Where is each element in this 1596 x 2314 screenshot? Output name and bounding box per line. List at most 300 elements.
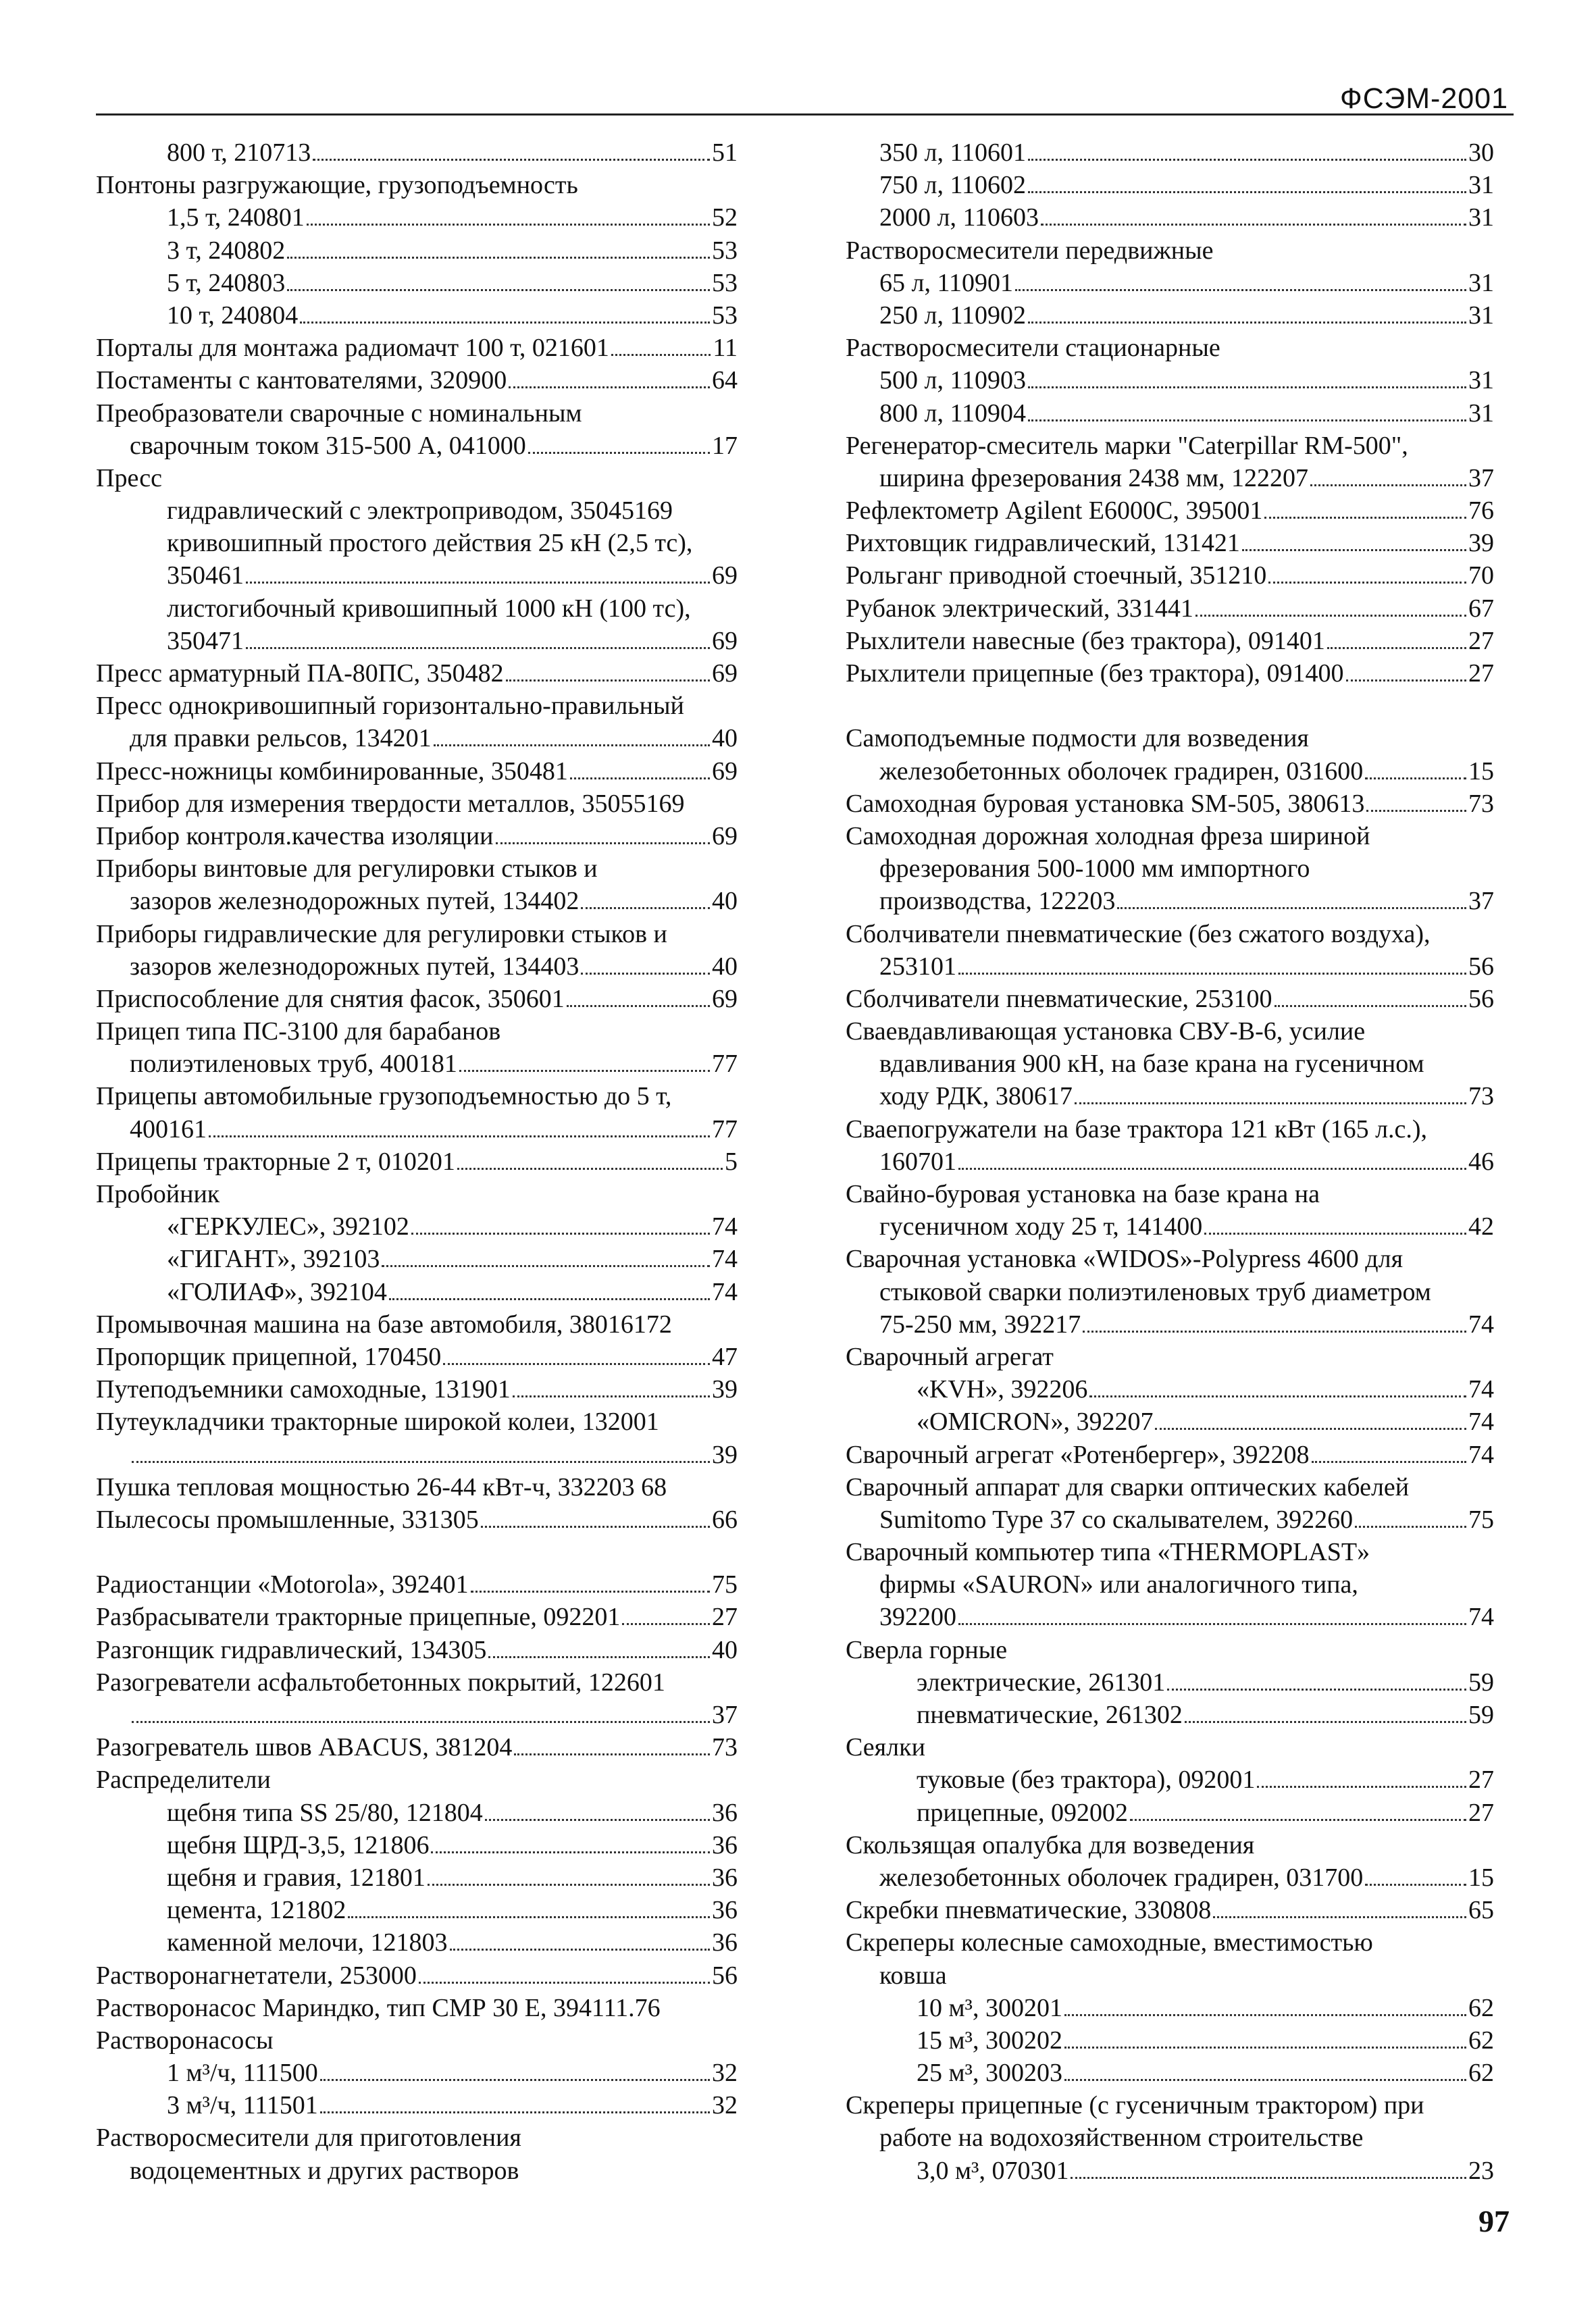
entry-page-number: 69	[712, 984, 738, 1013]
dot-leader	[1185, 1721, 1466, 1723]
entry-page-number: 40	[712, 1635, 738, 1664]
index-entry	[846, 332, 1494, 364]
dot-leader	[1117, 907, 1466, 909]
entry-page-number: 31	[1468, 301, 1494, 330]
entry-page-number: 5	[725, 1147, 738, 1176]
entry-page-number: 36	[712, 1896, 738, 1925]
entry-text: 2000 л, 110603	[879, 203, 1039, 232]
entry-text: щебня и гравия, 121801	[167, 1863, 426, 1892]
index-entry	[846, 1568, 1494, 1601]
dot-leader	[1028, 322, 1466, 324]
index-entry	[96, 1731, 738, 1764]
entry-page-number: 59	[1468, 1668, 1494, 1697]
entry-text: Сеялки	[846, 1733, 925, 1762]
entry-page-number: 27	[1468, 626, 1494, 655]
dot-leader	[958, 1168, 1466, 1170]
dot-leader	[1028, 419, 1466, 421]
entry-text: кривошипный простого действия 25 кН (2,5 тс),	[167, 529, 693, 558]
dot-leader	[1310, 484, 1466, 486]
index-entry	[846, 494, 1494, 527]
index-entry	[846, 1243, 1494, 1275]
entry-text: электрические, 261301	[917, 1668, 1166, 1697]
entry-page-number: 40	[712, 724, 738, 753]
dot-leader	[488, 1656, 710, 1658]
entry-text: Пропорщик прицепной, 170450	[96, 1342, 442, 1371]
index-entry	[846, 267, 1494, 299]
entry-page-number: 74	[712, 1212, 738, 1241]
index-entry	[846, 852, 1494, 885]
entry-page-number: 32	[712, 2091, 738, 2120]
index-entry	[846, 657, 1494, 690]
index-entry	[846, 1341, 1494, 1373]
entry-text: Приборы гидравлические для регулировки стыков и	[96, 919, 667, 948]
index-entry	[96, 1178, 738, 1210]
dot-leader	[1015, 289, 1466, 291]
dot-leader	[287, 257, 710, 259]
entry-text: «OMICRON», 392207	[917, 1408, 1154, 1437]
entry-page-number: 69	[712, 659, 738, 688]
index-entry	[96, 1861, 738, 1894]
entry-page-number: 30	[1468, 138, 1494, 167]
entry-page-number: 36	[712, 1928, 738, 1957]
dot-leader	[1257, 1786, 1466, 1788]
entry-text: 750 л, 110602	[879, 171, 1027, 200]
dot-leader	[570, 777, 710, 779]
index-entry	[846, 1439, 1494, 1471]
dot-leader	[450, 1949, 710, 1951]
entry-page-number: 75	[712, 1570, 738, 1599]
index-entry	[96, 234, 738, 267]
index-entry	[96, 1276, 738, 1308]
entry-text: Пушка тепловая мощностью 26-44 кВт-ч, 332203 68	[96, 1472, 667, 1501]
dot-leader	[313, 159, 710, 161]
entry-text: Пресс-ножницы комбинированные, 350481	[96, 756, 568, 786]
entry-text: Рубанок электрический, 331441	[846, 594, 1193, 623]
entry-page-number: 17	[712, 431, 738, 460]
entry-text: 3,0 м³, 070301	[917, 2156, 1069, 2185]
index-entry	[846, 592, 1494, 625]
entry-page-number: 46	[1468, 1147, 1494, 1176]
index-entry	[846, 788, 1494, 820]
index-entry	[846, 201, 1494, 234]
entry-page-number: 27	[1468, 1798, 1494, 1827]
dot-leader	[1075, 1102, 1466, 1104]
index-entry	[96, 1666, 738, 1699]
entry-text: Рыхлители прицепные (без трактора), 091400	[846, 659, 1344, 688]
dot-leader	[1041, 224, 1466, 226]
entry-text: полиэтиленовых труб, 400181	[130, 1050, 457, 1079]
entry-text: Sumitomo Type 37 со скалывателем, 392260	[879, 1505, 1354, 1534]
entry-text: железобетонных оболочек градирен, 031700	[879, 1863, 1364, 1892]
entry-page-number: 74	[712, 1245, 738, 1274]
entry-text: Растворосмесители стационарные	[846, 334, 1220, 363]
entry-text: Разбрасыватели тракторные прицепные, 092201	[96, 1603, 621, 1632]
index-entry	[96, 885, 738, 917]
index-entry	[96, 1373, 738, 1406]
entry-page-number: 15	[1468, 1863, 1494, 1892]
dot-leader	[287, 289, 710, 291]
entry-text: 800 л, 110904	[879, 398, 1027, 428]
index-entry	[846, 2155, 1494, 2187]
index-entry	[96, 950, 738, 983]
dot-leader	[431, 1851, 710, 1853]
entry-text: Сварочный аппарат для сварки оптических кабелей	[846, 1472, 1410, 1501]
index-entry	[96, 755, 738, 788]
entry-text: Сварочный агрегат	[846, 1342, 1054, 1371]
entry-text: 350471	[167, 626, 244, 655]
dot-leader	[581, 973, 710, 975]
dot-leader	[528, 452, 710, 454]
entry-page-number: 31	[1468, 398, 1494, 428]
entry-text: 800 т, 210713	[167, 138, 311, 167]
entry-text: 10 м³, 300201	[917, 1993, 1062, 2022]
entry-text: Пробойник	[96, 1180, 220, 1208]
entry-text: железобетонных оболочек градирен, 031600	[879, 756, 1364, 786]
entry-page-number: 62	[1468, 2026, 1494, 2055]
entry-text: Пресс арматурный ПА-80ПС, 350482	[96, 659, 504, 688]
index-entry	[846, 1861, 1494, 1894]
dot-leader	[132, 1721, 710, 1723]
dot-leader	[1130, 1819, 1466, 1821]
index-column-left	[96, 136, 738, 2187]
entry-page-number: 53	[712, 301, 738, 330]
entry-text: фирмы «SAURON» или аналогичного типа,	[879, 1570, 1358, 1599]
index-entry	[96, 1439, 738, 1471]
index-entry	[846, 1959, 1494, 1992]
dot-leader	[389, 1298, 710, 1300]
entry-page-number: 67	[1468, 594, 1494, 623]
index-entry	[846, 1764, 1494, 1796]
dot-leader	[1275, 1005, 1466, 1007]
entry-text: 350 л, 110601	[879, 138, 1027, 167]
entry-text: вдавливания 900 кН, на базе крана на гусеничном	[879, 1050, 1424, 1079]
dot-leader	[1195, 615, 1466, 617]
entry-text: Растворосмесители передвижные	[846, 236, 1214, 265]
index-entry	[846, 1699, 1494, 1731]
entry-page-number: 37	[1468, 463, 1494, 492]
entry-text: 5 т, 240803	[167, 268, 286, 297]
entry-page-number: 59	[1468, 1701, 1494, 1729]
index-entry	[846, 722, 1494, 754]
dot-leader	[1083, 1331, 1466, 1333]
entry-text: 350461	[167, 561, 244, 590]
dot-leader	[958, 1623, 1466, 1625]
entry-page-number: 37	[712, 1701, 738, 1729]
dot-leader	[1366, 810, 1466, 812]
index-entry	[96, 201, 738, 234]
dot-leader	[1365, 777, 1466, 779]
entry-text: 1,5 т, 240801	[167, 203, 305, 232]
entry-page-number: 40	[712, 952, 738, 981]
index-entry	[96, 918, 738, 950]
index-entry	[846, 1308, 1494, 1341]
entry-text: Рольганг приводной стоечный, 351210	[846, 561, 1267, 590]
index-entry	[96, 2155, 738, 2187]
dot-leader	[1071, 2177, 1466, 2179]
index-entry	[96, 1210, 738, 1243]
index-entry	[846, 1113, 1494, 1146]
index-entry	[846, 2089, 1494, 2122]
dot-leader	[581, 907, 710, 909]
dot-leader	[1028, 159, 1466, 161]
entry-text: Прицепы тракторные 2 т, 010201	[96, 1147, 455, 1176]
entry-page-number: 36	[712, 1798, 738, 1827]
entry-text: Разгонщик гидравлический, 134305	[96, 1635, 487, 1664]
index-entry	[96, 690, 738, 722]
entry-text: сварочным током 315-500 А, 041000	[130, 431, 526, 460]
index-entry	[846, 1210, 1494, 1243]
entry-text: щебня типа SS 25/80, 121804	[167, 1798, 483, 1827]
dot-leader	[428, 1884, 710, 1886]
dot-leader	[1064, 2014, 1466, 2016]
entry-text: цемента, 121802	[167, 1896, 346, 1925]
entry-text: Радиостанции «Motorola», 392401	[96, 1570, 469, 1599]
entry-page-number: 73	[712, 1733, 738, 1762]
dot-leader	[509, 386, 710, 388]
dot-leader	[382, 1265, 710, 1267]
dot-leader	[320, 2079, 710, 2081]
index-entry	[846, 462, 1494, 494]
page-number: 97	[1478, 2204, 1510, 2238]
index-entry	[96, 1080, 738, 1112]
entry-text: Распределители	[96, 1766, 271, 1795]
index-entry	[846, 1731, 1494, 1764]
index-entry	[96, 2122, 738, 2154]
index-entry	[96, 1308, 738, 1341]
entry-text: Прицеп типа ПС-3100 для барабанов	[96, 1017, 501, 1046]
entry-text: 253101	[879, 952, 956, 981]
entry-page-number: 74	[1468, 1408, 1494, 1437]
dot-leader	[443, 1363, 710, 1365]
index-entry	[846, 1471, 1494, 1503]
index-entry	[96, 788, 738, 820]
index-entry	[96, 1048, 738, 1080]
section-gap	[846, 690, 1494, 722]
index-entry	[846, 1797, 1494, 1829]
index-entry	[96, 299, 738, 332]
index-entry	[96, 462, 738, 494]
dot-leader	[246, 582, 710, 584]
entry-page-number: 56	[1468, 952, 1494, 981]
entry-text: 400161	[130, 1114, 207, 1143]
index-entry	[96, 1406, 738, 1438]
entry-text: 1 м³/ч, 111500	[167, 2059, 318, 2088]
entry-page-number: 31	[1468, 268, 1494, 297]
entry-page-number: 69	[712, 626, 738, 655]
index-entry	[846, 820, 1494, 852]
entry-text: Промывочная машина на базе автомобиля, 38016172	[96, 1310, 672, 1339]
entry-page-number: 27	[712, 1603, 738, 1632]
index-entry	[96, 1015, 738, 1048]
entry-text: Путеукладчики тракторные широкой колеи, 132001	[96, 1408, 659, 1437]
entry-page-number: 69	[712, 561, 738, 590]
entry-page-number: 77	[712, 1050, 738, 1079]
index-entry	[846, 2122, 1494, 2154]
index-entry	[96, 2057, 738, 2089]
entry-text: 160701	[879, 1147, 956, 1176]
dot-leader	[506, 679, 710, 682]
entry-text: Скользящая опалубка для возведения	[846, 1830, 1255, 1859]
entry-page-number: 52	[712, 203, 738, 232]
entry-page-number: 53	[712, 236, 738, 265]
entry-text: работе на водохозяйственном строительстве	[879, 2124, 1364, 2153]
entry-text: Сварочная установка «WIDOS»-Polypress 4600 для	[846, 1245, 1404, 1274]
entry-text: стыковой сварки полиэтиленовых труб диаметром	[879, 1277, 1431, 1306]
entry-text: Рыхлители навесные (без трактора), 091401	[846, 626, 1325, 655]
dot-leader	[514, 1753, 710, 1755]
entry-text: 65 л, 110901	[879, 268, 1014, 297]
index-entry	[96, 1503, 738, 1536]
index-entry	[96, 169, 738, 201]
dot-leader	[1365, 1884, 1466, 1886]
dot-leader	[1213, 1916, 1466, 1918]
entry-page-number: 15	[1468, 756, 1494, 786]
entry-text: Сварочный компьютер типа «THERMOPLAST»	[846, 1538, 1370, 1567]
dot-leader	[434, 744, 710, 746]
dot-leader	[1204, 1233, 1466, 1235]
entry-text: «ГЕРКУЛЕС», 392102	[167, 1212, 409, 1241]
dot-leader	[1264, 517, 1466, 519]
index-entry	[846, 2024, 1494, 2057]
dot-leader	[1242, 549, 1466, 551]
entry-text: зазоров железнодорожных путей, 134402	[130, 887, 580, 916]
entry-text: Разогреватель швов ABACUS, 381204	[96, 1733, 513, 1762]
index-entry	[846, 1666, 1494, 1699]
entry-text: Приспособление для снятия фасок, 350601	[96, 984, 565, 1013]
entry-text: Растворонасосы	[96, 2026, 274, 2055]
entry-text: Самоподъемные подмости для возведения	[846, 724, 1309, 753]
entry-text: 250 л, 110902	[879, 301, 1027, 330]
index-entry	[846, 625, 1494, 657]
entry-page-number: 66	[712, 1505, 738, 1534]
dot-leader	[1312, 1461, 1466, 1463]
index-entry	[846, 1894, 1494, 1926]
dot-leader	[622, 1623, 710, 1625]
index-entry	[96, 2024, 738, 2057]
entry-text: Свайно-буровая установка на базе крана на	[846, 1180, 1320, 1208]
entry-text: Самоходная буровая установка SM-505, 380613	[846, 789, 1365, 818]
section-gap	[96, 1536, 738, 1568]
index-entry	[96, 1471, 738, 1503]
entry-text: Пылесосы промышленные, 331305	[96, 1505, 479, 1534]
entry-text: Разогреватели асфальтобетонных покрытий, 122601	[96, 1668, 665, 1697]
entry-text: пневматические, 261302	[917, 1701, 1183, 1729]
index-entry	[846, 1015, 1494, 1048]
entry-text: для правки рельсов, 134201	[130, 724, 432, 753]
entry-text: производства, 122203	[879, 887, 1116, 916]
entry-text: 75-250 мм, 392217	[879, 1310, 1081, 1339]
index-entry	[96, 625, 738, 657]
entry-page-number: 47	[712, 1342, 738, 1371]
entry-text: Сваепогружатели на базе трактора 121 кВт (165 л.с.),	[846, 1114, 1428, 1143]
entry-text: Порталы для монтажа радиомачт 100 т, 021601	[96, 334, 609, 363]
index-entry	[846, 885, 1494, 917]
index-entry	[96, 2089, 738, 2122]
entry-page-number: 73	[1468, 789, 1494, 818]
index-entry	[846, 1926, 1494, 1959]
entry-page-number: 62	[1468, 1993, 1494, 2022]
entry-page-number: 73	[1468, 1082, 1494, 1111]
entry-page-number: 74	[712, 1277, 738, 1306]
entry-text: Регенератор-смеситель марки "Caterpillar RM-500",	[846, 431, 1408, 460]
index-entry	[846, 364, 1494, 396]
index-entry	[96, 527, 738, 559]
entry-text: гусеничном ходу 25 т, 141400	[879, 1212, 1203, 1241]
entry-page-number: 65	[1468, 1896, 1494, 1925]
dot-leader	[209, 1135, 710, 1137]
entry-page-number: 74	[1468, 1603, 1494, 1632]
index-entry	[96, 983, 738, 1015]
entry-text: 25 м³, 300203	[917, 2059, 1062, 2088]
dot-leader	[958, 973, 1466, 975]
dot-leader	[1355, 1526, 1466, 1528]
dot-leader	[1346, 679, 1466, 682]
dot-leader	[513, 1395, 710, 1397]
entry-text: гидравлический с электроприводом, 35045169	[167, 496, 673, 525]
entry-page-number: 39	[1468, 529, 1494, 558]
entry-text: Сварочный агрегат «Ротенбергер», 392208	[846, 1440, 1310, 1469]
index-entry	[96, 1959, 738, 1992]
dot-leader	[459, 1070, 710, 1072]
index-entry	[846, 430, 1494, 462]
index-entry	[846, 234, 1494, 267]
index-entry	[96, 430, 738, 462]
entry-page-number: 39	[712, 1375, 738, 1404]
entry-text: 3 т, 240802	[167, 236, 286, 265]
dot-leader	[307, 224, 710, 226]
index-entry	[96, 1764, 738, 1796]
entry-text: Прибор для измерения твердости металлов, 35055169	[96, 789, 685, 818]
entry-page-number: 27	[1468, 659, 1494, 688]
index-entry	[846, 299, 1494, 332]
entry-page-number: 40	[712, 887, 738, 916]
dot-leader	[348, 1916, 710, 1918]
index-entry	[846, 169, 1494, 201]
entry-page-number: 56	[1468, 984, 1494, 1013]
entry-text: Скребки пневматические, 330808	[846, 1896, 1212, 1925]
dot-leader	[246, 647, 710, 649]
entry-page-number: 31	[1468, 203, 1494, 232]
index-entry	[96, 852, 738, 885]
entry-text: Рихтовщик гидравлический, 131421	[846, 529, 1240, 558]
entry-text: Растворонагнетатели, 253000	[96, 1961, 417, 1990]
index-entry	[846, 1373, 1494, 1406]
entry-page-number: 39	[712, 1440, 738, 1469]
entry-text: Рефлектометр Agilent E6000C, 395001	[846, 496, 1263, 525]
entry-page-number: 74	[1468, 1310, 1494, 1339]
index-entry	[96, 136, 738, 169]
dot-leader	[419, 1982, 710, 1984]
index-column-right	[846, 136, 1494, 2187]
entry-page-number: 74	[1468, 1440, 1494, 1469]
dot-leader	[496, 842, 711, 844]
index-entry	[96, 820, 738, 852]
index-entry	[96, 1829, 738, 1861]
entry-text: ходу РДК, 380617	[879, 1082, 1073, 1111]
dot-leader	[300, 322, 710, 324]
index-entry	[846, 950, 1494, 983]
index-entry	[846, 983, 1494, 1015]
index-entry	[846, 1601, 1494, 1633]
dot-leader	[132, 1461, 710, 1463]
dot-leader	[411, 1233, 710, 1235]
entry-text: Сболчиватели пневматические, 253100	[846, 984, 1272, 1013]
index-entry	[846, 1178, 1494, 1210]
index-entry	[846, 1634, 1494, 1666]
index-entry	[96, 1992, 738, 2024]
entry-page-number: 76	[1468, 496, 1494, 525]
index-entry	[96, 1601, 738, 1633]
